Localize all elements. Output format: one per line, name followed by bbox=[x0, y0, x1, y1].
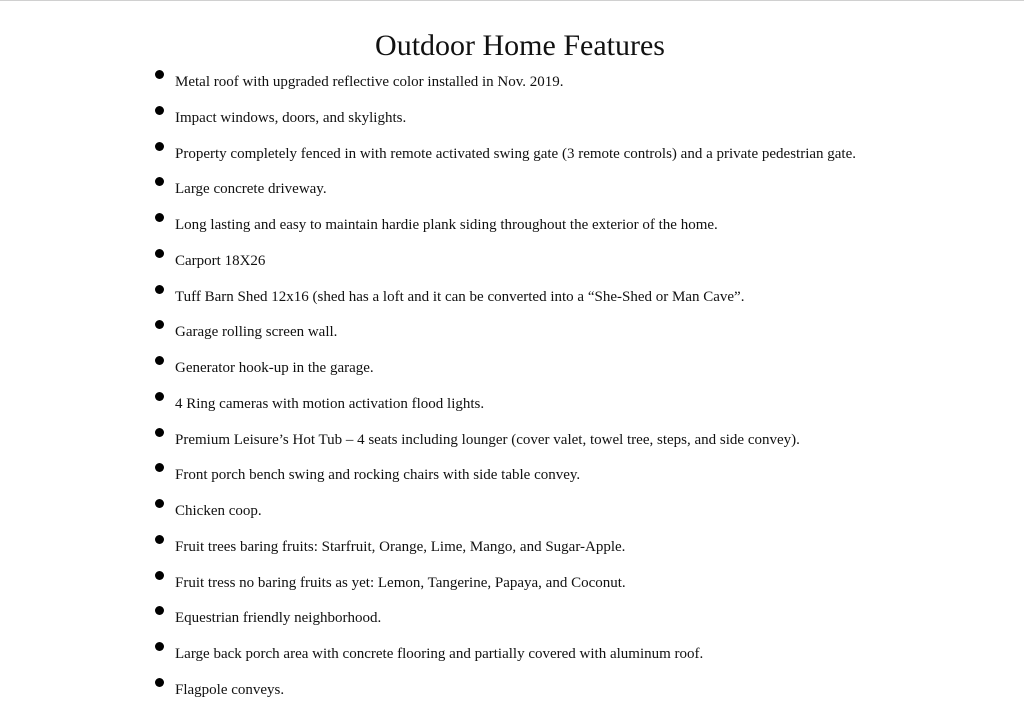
page-top-border bbox=[0, 0, 1024, 1]
list-item bbox=[0, 100, 1024, 136]
bullet-icon bbox=[155, 70, 164, 79]
feature-text: 4 Ring cameras with motion activation flood lights. bbox=[175, 395, 485, 412]
bullet-icon bbox=[155, 678, 164, 687]
feature-text: Front porch bench swing and rocking chairs with side table convey. bbox=[175, 467, 581, 484]
bullet-icon bbox=[155, 142, 164, 151]
list-item bbox=[0, 350, 1024, 386]
list-item bbox=[0, 457, 1024, 493]
list-item bbox=[0, 279, 1024, 315]
bullet-icon bbox=[155, 106, 164, 115]
feature-text: Large concrete driveway. bbox=[175, 181, 327, 198]
feature-text: Chicken coop. bbox=[175, 503, 262, 519]
feature-text: Property completely fenced in with remote activated swing gate (3 remote controls) and a private pedestrian gate. bbox=[175, 145, 856, 162]
feature-text: Long lasting and easy to maintain hardie plank siding throughout the exterior of the home. bbox=[175, 217, 718, 233]
page-title: Outdoor Home Features bbox=[375, 29, 665, 62]
list-item bbox=[0, 600, 1024, 636]
feature-text: Metal roof with upgraded reflective color installed in Nov. 2019. bbox=[175, 74, 564, 90]
list-item bbox=[0, 207, 1024, 243]
bullet-icon bbox=[155, 177, 164, 186]
feature-text: Fruit tress no baring fruits as yet: Lemon, Tangerine, Papaya, and Coconut. bbox=[175, 574, 626, 591]
list-item bbox=[0, 171, 1024, 207]
bullet-icon bbox=[155, 213, 164, 222]
list-item bbox=[0, 565, 1024, 601]
bullet-icon bbox=[155, 428, 164, 437]
feature-text: Carport 18X26 bbox=[175, 252, 266, 269]
feature-text: Garage rolling screen wall. bbox=[175, 324, 338, 341]
bullet-icon bbox=[155, 356, 164, 365]
list-item bbox=[0, 636, 1024, 672]
bullet-icon bbox=[155, 320, 164, 329]
feature-text: Tuff Barn Shed 12x16 (shed has a loft and it can be converted into a “She-Shed or Man Cave”. bbox=[175, 288, 745, 305]
bullet-icon bbox=[155, 571, 164, 580]
feature-text: Large back porch area with concrete flooring and partially covered with aluminum roof. bbox=[175, 646, 704, 662]
feature-text: Generator hook-up in the garage. bbox=[175, 360, 374, 376]
bullet-icon bbox=[155, 463, 164, 472]
list-item bbox=[0, 493, 1024, 529]
list-item bbox=[0, 386, 1024, 422]
bullet-icon bbox=[155, 642, 164, 651]
feature-text: Equestrian friendly neighborhood. bbox=[175, 610, 382, 627]
list-item bbox=[0, 314, 1024, 350]
bullet-icon bbox=[155, 285, 164, 294]
list-item bbox=[0, 243, 1024, 279]
list-item bbox=[0, 672, 1024, 708]
bullet-icon bbox=[155, 499, 164, 508]
bullet-icon bbox=[155, 392, 164, 401]
feature-text: Fruit trees baring fruits: Starfruit, Orange, Lime, Mango, and Sugar-Apple. bbox=[175, 538, 626, 555]
feature-text: Impact windows, doors, and skylights. bbox=[175, 109, 407, 126]
bullet-icon bbox=[155, 535, 164, 544]
feature-text: Flagpole conveys. bbox=[175, 681, 285, 698]
list-item bbox=[0, 64, 1024, 100]
list-item bbox=[0, 422, 1024, 458]
bullet-icon bbox=[155, 606, 164, 615]
list-item bbox=[0, 136, 1024, 172]
list-item bbox=[0, 529, 1024, 565]
feature-text: Premium Leisure’s Hot Tub – 4 seats including lounger (cover valet, towel tree, steps, and side convey). bbox=[175, 431, 800, 448]
feature-list bbox=[0, 64, 1024, 708]
bullet-icon bbox=[155, 249, 164, 258]
